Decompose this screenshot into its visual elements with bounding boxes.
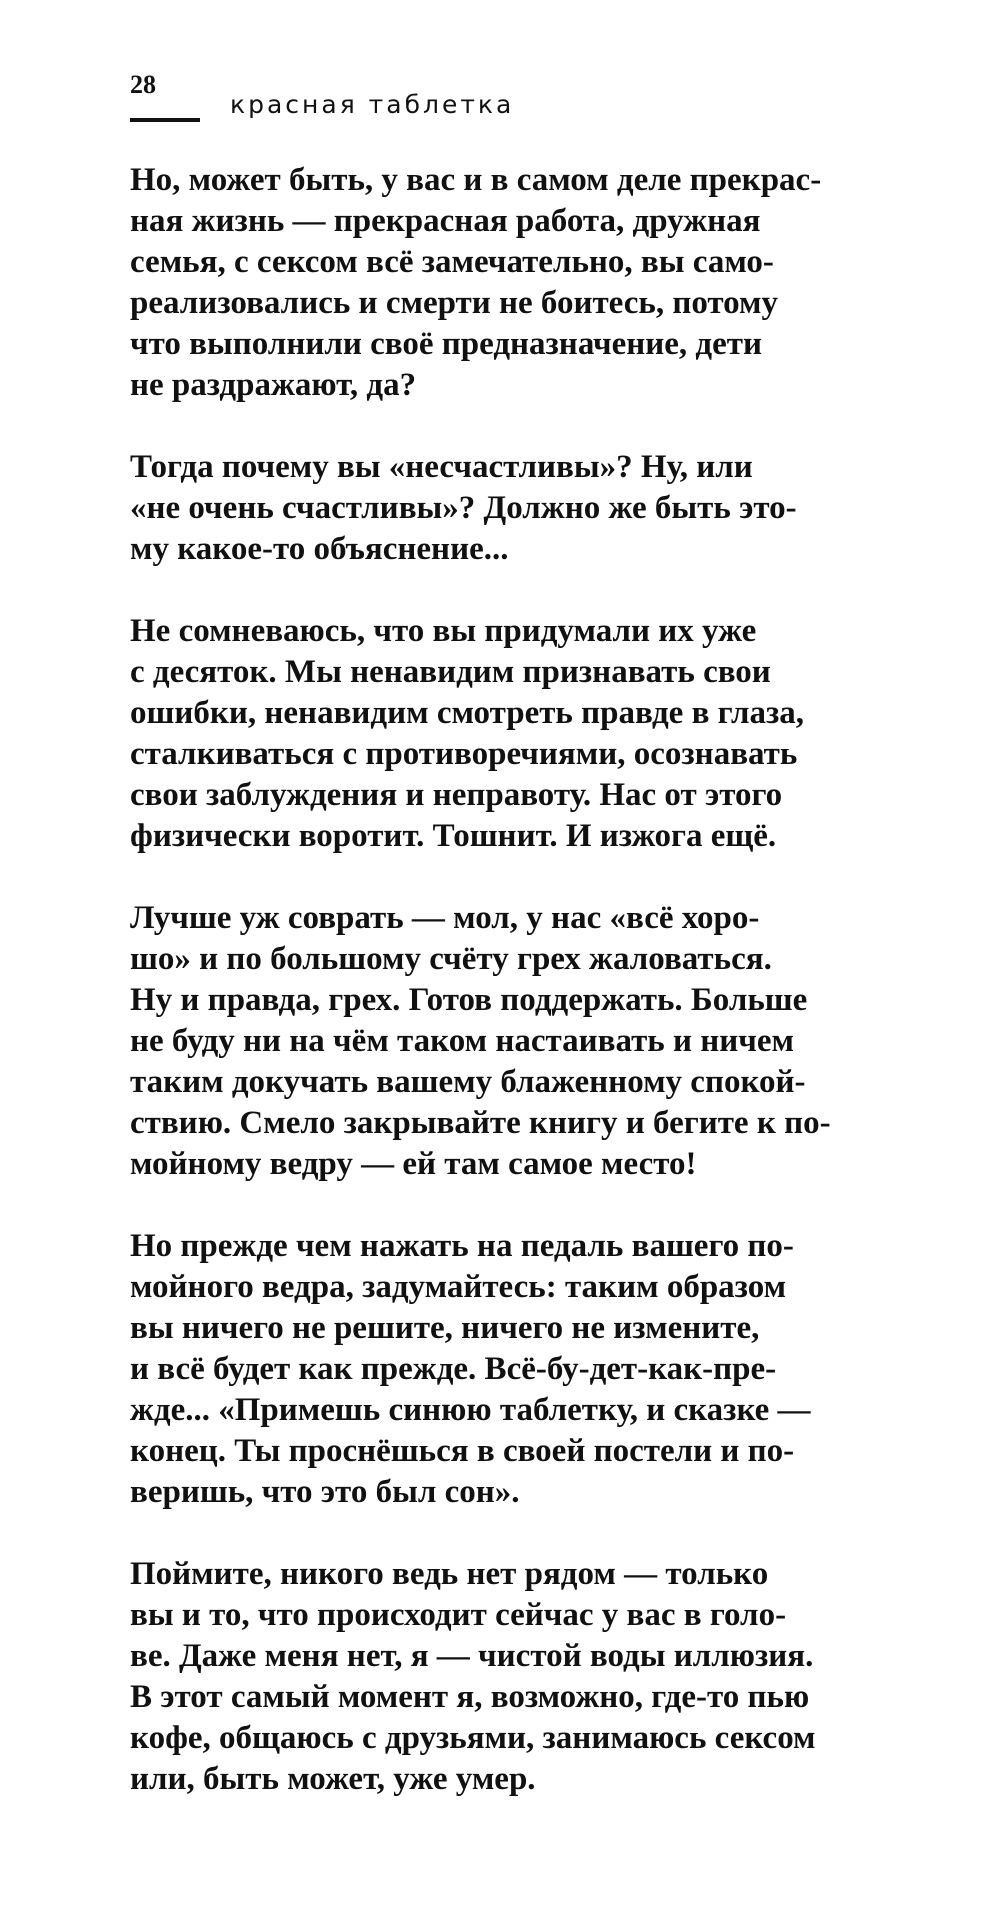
text-line: физически воротит. Тошнит. И изжога ещё. — [130, 818, 777, 854]
paragraph-4 — [130, 898, 930, 1185]
text-line: Не сомневаюсь, что вы придумали их уже — [130, 613, 757, 649]
text-line: ствию. Смело закрывайте книгу и бегите к по- — [130, 1105, 831, 1141]
text-line: ошибки, ненавидим смотреть правде в глаза, — [130, 695, 804, 731]
text-line: Лучше уж соврать — мол, у нас «всё хоро- — [130, 900, 760, 936]
body-text — [130, 160, 930, 1841]
text-line: Ну и правда, грех. Готов поддержать. Больше — [130, 982, 808, 1018]
text-line: таким докучать вашему блаженному спокой- — [130, 1064, 806, 1100]
header-rule — [130, 118, 200, 122]
paragraph-3 — [130, 611, 930, 857]
text-line: не буду ни на чём таком настаивать и ничем — [130, 1023, 795, 1059]
text-line: вы ничего не решите, ничего не измените, — [130, 1310, 760, 1346]
text-line: сталкиваться с противоречиями, осознавать — [130, 736, 798, 772]
page-number: 28 — [130, 70, 156, 99]
text-line: Но прежде чем нажать на педаль вашего по- — [130, 1228, 794, 1264]
paragraph-1 — [130, 160, 930, 406]
text-line: ве. Даже меня нет, я — чистой воды иллюзия. — [130, 1638, 814, 1674]
text-line: вы и то, что происходит сейчас у вас в голо- — [130, 1597, 787, 1633]
text-line: свои заблуждения и неправоту. Нас от этого — [130, 777, 783, 813]
text-line: реализовались и смерти не боитесь, потому — [130, 285, 779, 321]
running-title: красная таблетка — [230, 90, 515, 119]
paragraph-6 — [130, 1554, 930, 1800]
text-line: Тогда почему вы «несчастливы»? Ну, или — [130, 449, 753, 485]
paragraph-2 — [130, 447, 930, 570]
text-line: с десяток. Мы ненавидим признавать свои — [130, 654, 771, 690]
text-line: или, быть может, уже умер. — [130, 1761, 536, 1797]
text-line: кофе, общаюсь с друзьями, занимаюсь сексом — [130, 1720, 816, 1756]
text-line: В этот самый момент я, возможно, где-то пью — [130, 1679, 810, 1715]
text-line: ная жизнь — прекрасная работа, дружная — [130, 203, 761, 239]
text-line: му какое-то объяснение... — [130, 531, 509, 567]
text-line: конец. Ты проснёшься в своей постели и по- — [130, 1433, 795, 1469]
text-line: мойному ведру — ей там самое место! — [130, 1146, 697, 1182]
text-line: шо» и по большому счёту грех жаловаться. — [130, 941, 772, 977]
text-line: и всё будет как прежде. Всё-бу-дет-как-пре- — [130, 1351, 777, 1387]
paragraph-5 — [130, 1226, 930, 1513]
text-line: семья, с сексом всё замечательно, вы само- — [130, 244, 774, 280]
text-line: жде... «Примешь синюю таблетку, и сказке — — [130, 1392, 811, 1428]
text-line: не раздражают, да? — [130, 367, 417, 403]
text-line: мойного ведра, задумайтесь: таким образом — [130, 1269, 787, 1305]
text-line: Поймите, никого ведь нет рядом — только — [130, 1556, 769, 1592]
text-line: «не очень счастливы»? Должно же быть это- — [130, 490, 797, 526]
text-line: что выполнили своё предназначение, дети — [130, 326, 762, 362]
page-header — [130, 70, 950, 130]
text-line: Но, может быть, у вас и в самом деле прекрас- — [130, 162, 822, 198]
text-line: веришь, что это был сон». — [130, 1474, 520, 1510]
